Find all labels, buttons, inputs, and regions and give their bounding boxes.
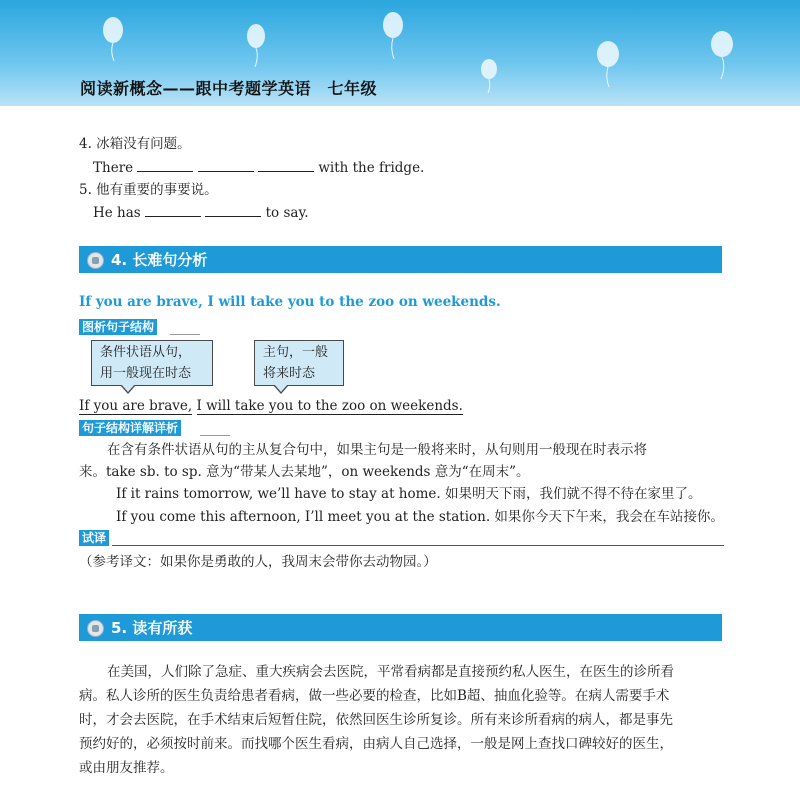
balloon-icon xyxy=(594,40,622,88)
divider xyxy=(200,435,230,436)
balloon-icon xyxy=(380,10,406,60)
reading-line-3: 时，才会去医院，在手术结束后短暂住院，依然回医生诊所复诊。所有来诊所看病的病人，都是事先 xyxy=(79,712,673,728)
section-bullet-icon xyxy=(87,620,104,637)
answer-blank[interactable] xyxy=(258,157,314,172)
explain-line-2: 来。take sb. to sp. 意为“带某人去某地”，on weekends 意为“在周末”。 xyxy=(79,464,530,480)
exercise-5-prompt: 5. 他有重要的事要说。 xyxy=(79,182,218,198)
exercise-5-end: to say. xyxy=(265,205,309,221)
book-title: 阅读新概念——跟中考题学英语 七年级 xyxy=(80,79,378,98)
callout-left-line1: 条件状语从句， xyxy=(100,345,192,360)
example-1: If it rains tomorrow, we’ll have to stay at home. 如果明天下雨，我们就不得不待在家里了。 xyxy=(116,486,702,502)
analyzed-sentence xyxy=(79,396,463,416)
answer-blank[interactable] xyxy=(137,157,193,172)
section-bullet-icon xyxy=(87,252,104,269)
translation-answer-line[interactable] xyxy=(112,545,724,546)
balloon-icon xyxy=(100,16,126,62)
exercise-4-end: with the fridge. xyxy=(318,160,425,176)
exercise-4-prompt: 4. 冰箱没有问题。 xyxy=(79,136,191,152)
answer-blank[interactable] xyxy=(145,202,201,217)
exercise-4-sentence xyxy=(93,157,424,178)
callout-main-clause xyxy=(254,340,344,386)
exercise-4-start: There xyxy=(93,160,134,176)
reading-line-4: 预约好的，必须按时前来。而找哪个医生看病，由病人自己选择，一般是网上查找口碑较好的医生， xyxy=(79,736,673,752)
exercise-5-start: He has xyxy=(93,205,141,221)
section-5-title: 5. 读有所获 xyxy=(111,619,193,637)
explain-line-1: 在含有条件状语从句的主从复合句中，如果主句是一般将来时，从句则用一般现在时表示将 xyxy=(107,442,647,458)
balloon-icon xyxy=(478,58,500,94)
tag-structure: 图析句子结构 xyxy=(79,319,157,335)
example-2: If you come this afternoon, I’ll meet you at the station. 如果你今天下午来，我会在车站接你。 xyxy=(116,509,724,525)
page-header xyxy=(0,0,800,106)
tag-explain: 句子结构详解详析 xyxy=(79,420,181,436)
callout-left-line2: 用一般现在时态 xyxy=(100,366,192,381)
reference-translation: （参考译文：如果你是勇敢的人，我周末会带你去动物园。） xyxy=(79,554,437,570)
callout-right-line2: 将来时态 xyxy=(263,366,316,381)
reading-line-1: 在美国，人们除了急症、重大疾病会去医院，平常看病都是直接预约私人医生，在医生的诊所看 xyxy=(107,664,674,680)
reading-line-2: 病。私人诊所的医生负责给患者看病，做一些必要的检查，比如B超、抽血化验等。在病人需要手术 xyxy=(79,688,670,704)
balloon-icon xyxy=(708,30,736,80)
divider xyxy=(170,334,200,335)
tag-translate: 试译 xyxy=(79,530,109,546)
clause-main: I will take you to the zoo on weekends. xyxy=(196,398,463,414)
callout-condition-clause xyxy=(91,340,213,386)
section-4-header xyxy=(79,246,722,273)
clause-condition: If you are brave, xyxy=(79,398,193,414)
key-sentence: If you are brave, I will take you to the zoo on weekends. xyxy=(79,294,501,310)
answer-blank[interactable] xyxy=(198,157,254,172)
section-4-title: 4. 长难句分析 xyxy=(111,251,208,269)
exercise-5-sentence xyxy=(93,202,309,223)
callout-right-line1: 主句，一般 xyxy=(263,345,329,360)
reading-line-5: 或由朋友推荐。 xyxy=(79,760,174,776)
section-5-header xyxy=(79,614,722,641)
answer-blank[interactable] xyxy=(205,202,261,217)
balloon-icon xyxy=(243,22,269,68)
